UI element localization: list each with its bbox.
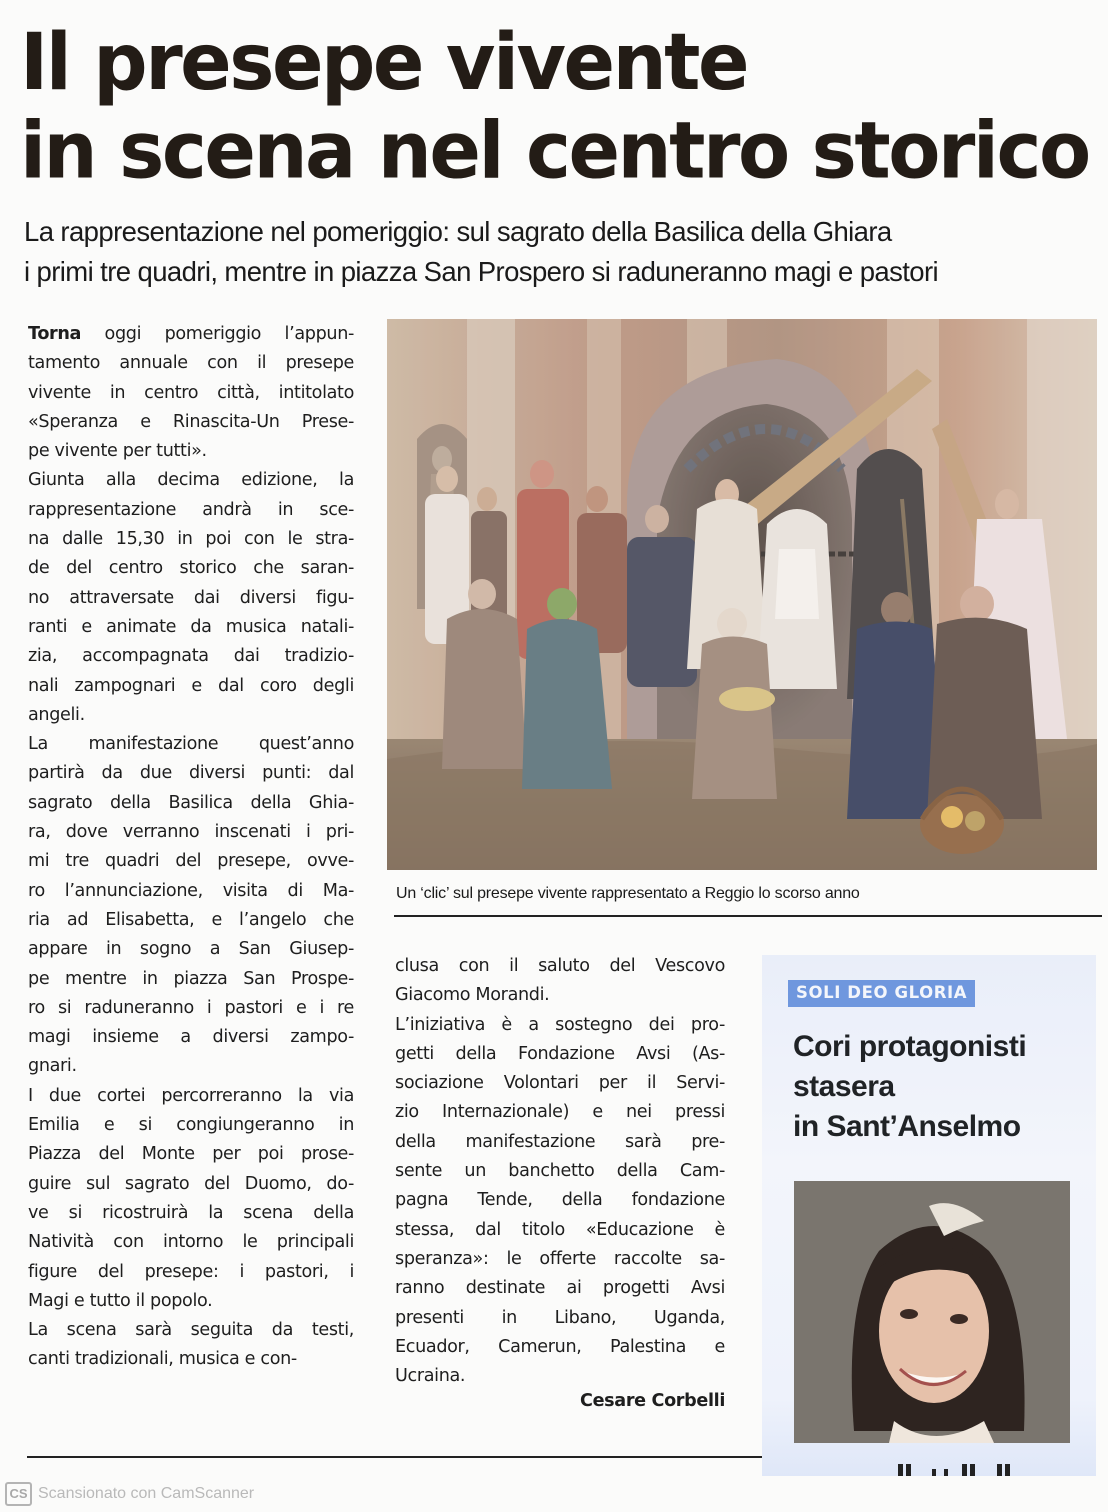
article-text-line: ria ad Elisabetta, e l’angelo che — [28, 909, 354, 930]
headline-line-1: Il presepe vivente — [20, 15, 748, 108]
camscanner-watermark — [5, 1482, 254, 1506]
article-text-line: vivente in centro città, intitolato — [28, 382, 354, 403]
camscanner-logo-icon: CS — [5, 1482, 32, 1506]
article-text-line: getti della Fondazione Avsi (As- — [395, 1043, 725, 1064]
headline-line-2: in scena nel centro storico — [20, 104, 1089, 197]
article-text-line: tamento annuale con il presepe — [28, 353, 354, 374]
article-text-line: Magi e tutto il popolo. — [28, 1290, 213, 1311]
photo-caption: Un ‘clic’ sul presepe vivente rappresentato a Reggio lo scorso anno — [396, 885, 860, 902]
article-text-line: pe vivente per tutti». — [28, 441, 207, 462]
article-text-line: figure del presepe: i pastori, i — [28, 1261, 354, 1282]
article-text-line: sente un banchetto della Cam- — [395, 1161, 725, 1182]
article-text-line: ve si ricostruirà la scena della — [28, 1202, 354, 1223]
subheadline — [24, 212, 1104, 292]
article-text-line: zio Internazionale) e nei pressi — [395, 1102, 725, 1123]
article-text-line: guire sul sagrato del Duomo, do- — [28, 1173, 354, 1194]
headline — [20, 15, 1100, 197]
nativity-scene-illustration — [387, 319, 1097, 870]
article-column-2 — [395, 952, 725, 1391]
sidebar-title-line-2: stasera — [793, 1070, 895, 1103]
article-text-line: La scena sarà seguita da testi, — [28, 1320, 354, 1341]
article-text-line: Torna oggi pomeriggio l’appun- — [28, 324, 354, 344]
article-text-line: rappresentazione andrà in sce- — [28, 499, 354, 520]
article-text-line: ranno destinate ai progetti Avsi — [395, 1278, 725, 1299]
sidebar-title — [793, 1027, 1093, 1147]
watermark-text: Scansionato con CamScanner — [38, 1485, 255, 1502]
article-text-line: Ucraina. — [395, 1366, 466, 1387]
article-text-line: sociazione Volontari per il Servi- — [395, 1073, 725, 1094]
article-text-line: speranza»: le offerte raccolte sa- — [395, 1248, 725, 1269]
article-text-line: ra, dove verranno inscenati i pri- — [28, 822, 354, 843]
byline: Cesare Corbelli — [580, 1391, 725, 1411]
article-text-line: stessa, dal titolo «Educazione è — [395, 1219, 725, 1240]
article-text-line: Giacomo Morandi. — [395, 985, 550, 1006]
caption-divider — [394, 915, 1102, 917]
article-column-1 — [28, 320, 354, 1375]
sidebar-kicker: SOLI DEO GLORIA — [788, 980, 975, 1007]
truncated-caption-marks — [892, 1464, 1032, 1476]
article-text-line: appare in sogno a San Giusep- — [28, 939, 354, 960]
article-text-line: nali zampognari e dal coro degli — [28, 675, 354, 696]
article-text-line: clusa con il saluto del Vescovo — [395, 956, 725, 976]
article-text-line: Emilia e si congiungeranno in — [28, 1115, 354, 1136]
bottom-divider — [27, 1456, 762, 1458]
article-text-line: magi insieme a diversi zampo- — [28, 1027, 354, 1048]
article-text-line: della manifestazione sarà pre- — [395, 1131, 725, 1152]
article-text-line: Giunta alla decima edizione, la — [28, 470, 354, 491]
article-text-line: gnari. — [28, 1056, 77, 1077]
subheadline-line-2: i primi tre quadri, mentre in piazza San Prospero si raduneranno magi e pastori — [24, 256, 939, 287]
article-text-line: ro si raduneranno i pastori e i re — [28, 997, 354, 1018]
nativity-photo — [387, 319, 1097, 870]
article-text-line: na dalle 15,30 in poi con le stra- — [28, 529, 354, 550]
article-text-line: zia, accompagnata dai tradizio- — [28, 646, 354, 667]
article-text-line: canti tradizionali, musica e con- — [28, 1349, 297, 1370]
article-text-line: Natività con intorno le principali — [28, 1232, 354, 1253]
article-text-line: «Speranza e Rinascita-Un Prese- — [28, 411, 354, 432]
article-text-line: Piazza del Monte per poi prose- — [28, 1144, 354, 1165]
article-text-line: pe mentre in piazza San Prospe- — [28, 968, 354, 989]
article-text-line: partirà da due diversi punti: dal — [28, 763, 354, 784]
article-text-line: pagna Tende, della fondazione — [395, 1190, 725, 1211]
lead-word: Torna — [28, 324, 82, 344]
article-text-line: ro l’annunciazione, visita di Ma- — [28, 880, 354, 901]
article-text-line: mi tre quadri del presepe, ovve- — [28, 851, 354, 872]
article-text-line: angeli. — [28, 704, 85, 725]
article-text-line: presenti in Libano, Uganda, — [395, 1307, 725, 1328]
article-text-line: ranti e animate da musica natali- — [28, 616, 354, 637]
sidebar-title-line-3: in Sant’Anselmo — [793, 1110, 1021, 1143]
article-text-line: La manifestazione quest’anno — [28, 734, 354, 755]
article-text-line: no attraversate dai diversi figu- — [28, 587, 354, 608]
article-text-line: I due cortei percorreranno la via — [28, 1085, 354, 1106]
portrait-photo — [794, 1181, 1070, 1443]
subheadline-line-1: La rappresentazione nel pomeriggio: sul sagrato della Basilica della Ghiara — [24, 216, 892, 247]
sidebar-title-line-1: Cori protagonisti — [793, 1030, 1027, 1063]
article-text-line: Ecuador, Camerun, Palestina e — [395, 1336, 725, 1357]
article-text-line: L’iniziativa è a sostegno dei pro- — [395, 1014, 725, 1035]
article-text-line: de del centro storico che saran- — [28, 558, 354, 579]
woman-portrait-illustration — [794, 1181, 1070, 1443]
sidebar-box — [762, 955, 1096, 1476]
article-text-line: sagrato della Basilica della Ghia- — [28, 792, 354, 813]
